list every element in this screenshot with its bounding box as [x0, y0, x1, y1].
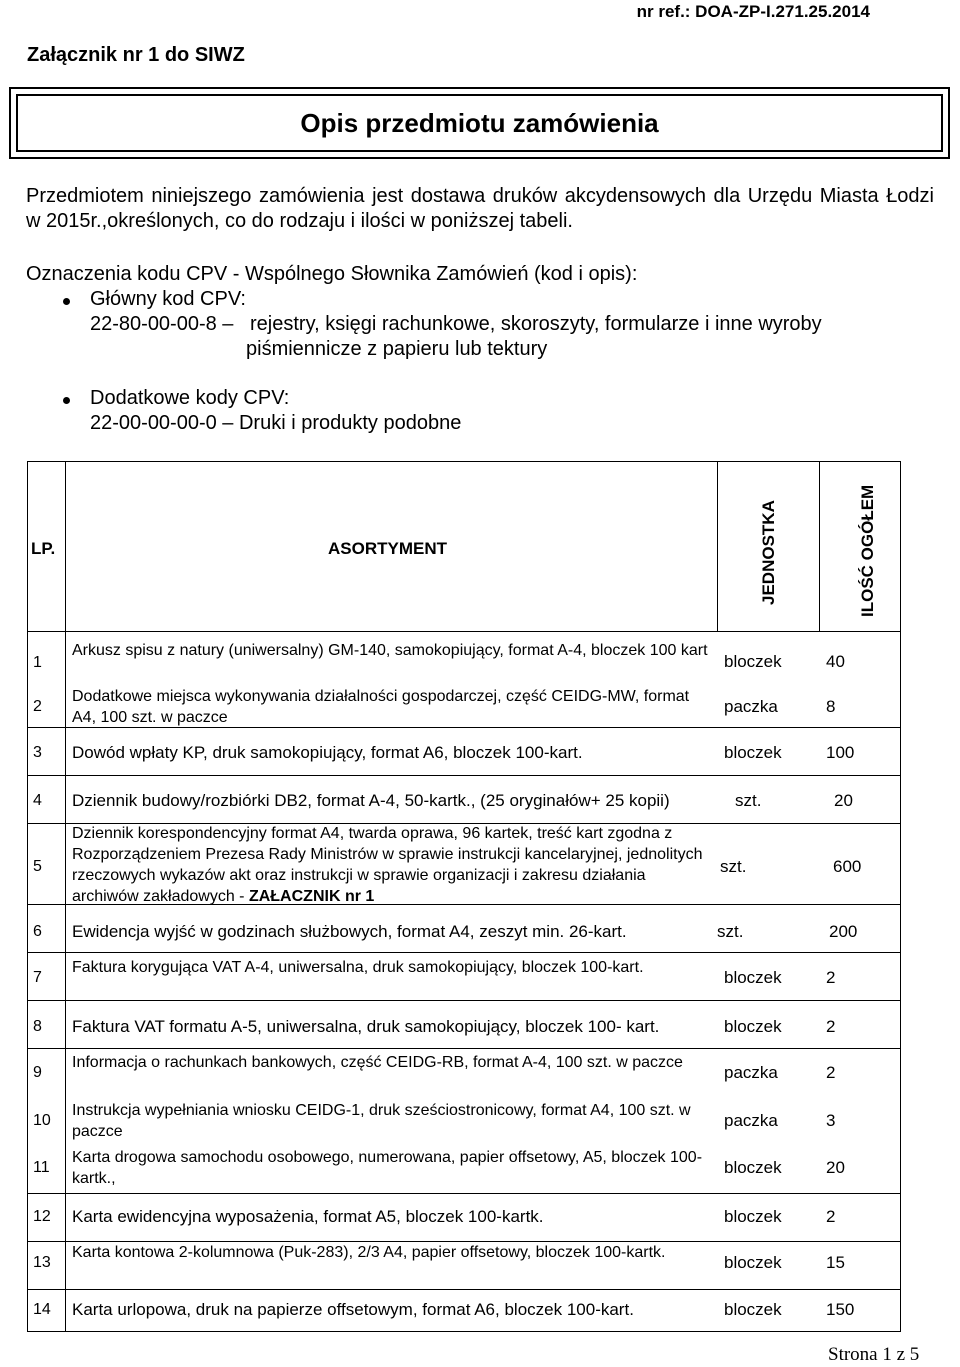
row-lp: 12: [33, 1208, 51, 1225]
row-description: Karta urlopowa, druk na papierze offsetowym, format A6, bloczek 100-kart.: [72, 1300, 634, 1319]
row-unit: bloczek: [724, 968, 782, 987]
row-description: Informacja o rachunkach bankowych, część CEIDG-RB, format A-4, 100 szt. w paczce: [72, 1054, 683, 1071]
row-description: [72, 823, 712, 907]
row-unit: szt.: [720, 857, 747, 876]
main-cpv-code: 22-80-00-00-8 –: [90, 313, 234, 335]
header-assortment: ASORTYMENT: [328, 539, 447, 558]
header-quantity: ILOŚĆ OGÓŁEM: [858, 484, 877, 617]
cpv-heading: Oznaczenia kodu CPV - Wspólnego Słownika Zamówień (kod i opis):: [26, 263, 638, 285]
main-cpv-label: Główny kod CPV:: [90, 288, 246, 310]
row-description: Karta drogowa samochodu osobowego, numerowana, papier offsetowy, A5, bloczek 100-kartk.,: [72, 1149, 703, 1187]
title-box: [9, 87, 950, 159]
row-description: Instrukcja wypełniania wniosku CEIDG-1, druk sześciostronicowy, format A4, 100 szt. w paczce: [72, 1102, 691, 1140]
row-lp: 8: [33, 1018, 42, 1035]
row-lp: 9: [33, 1064, 42, 1081]
row-description: Faktura korygująca VAT A-4, uniwersalna, druk samokopiujący, bloczek 100-kart.: [72, 959, 644, 976]
header-lp: LP.: [31, 539, 56, 558]
header-unit: JEDNOSTKA: [759, 500, 778, 605]
additional-cpv-code: 22-00-00-00-0 – Druki i produkty podobne: [90, 412, 462, 434]
row-lp: 7: [33, 969, 42, 986]
row-quantity: 150: [826, 1300, 855, 1319]
intro-paragraph: Przedmiotem niniejszego zamówienia jest dostawa druków akcydensowych dla Urzędu Miasta Łodzi w 2015r.,określonych, co do rodzaju i ilości w poniższej tabeli.: [26, 185, 934, 232]
row-description: Ewidencja wyjść w godzinach służbowych, format A4, zeszyt min. 26-kart.: [72, 922, 627, 941]
row-lp: 4: [33, 792, 42, 809]
row-quantity: 2: [826, 1017, 836, 1036]
row-description: Dodatkowe miejsca wykonywania działalności gospodarczej, część CEIDG-MW, format A4, 100 szt. w paczce: [72, 688, 690, 726]
additional-cpv-label: Dodatkowe kody CPV:: [90, 387, 290, 409]
row-unit: bloczek: [724, 1017, 782, 1036]
row-lp: 10: [33, 1112, 51, 1129]
row-quantity: 200: [829, 922, 858, 941]
row-lp: 13: [33, 1254, 51, 1271]
row-quantity: 600: [833, 857, 862, 876]
row-unit: bloczek: [724, 743, 782, 762]
row-lp: 6: [33, 923, 42, 940]
row-lp: 1: [33, 654, 42, 671]
row-quantity: 15: [826, 1253, 845, 1272]
main-cpv-description: rejestry, księgi rachunkowe, skoroszyty, formularze i inne wyroby: [250, 313, 822, 335]
row-unit: paczka: [724, 1063, 778, 1082]
bullet-icon: [63, 397, 70, 404]
row-unit: paczka: [724, 697, 778, 716]
row-unit: paczka: [724, 1111, 778, 1130]
row-unit: bloczek: [724, 1253, 782, 1272]
row-description: Arkusz spisu z natury (uniwersalny) GM-140, samokopiujący, format A-4, bloczek 100 kart: [72, 642, 708, 659]
row-unit: bloczek: [724, 652, 782, 671]
row-unit: bloczek: [724, 1300, 782, 1319]
row-description: Faktura VAT formatu A-5, uniwersalna, druk samokopiujący, bloczek 100- kart.: [72, 1017, 660, 1036]
row-description-text: Dziennik korespondencyjny format A4, twarda oprawa, 96 kartek, treść kart zgodna z Rozporządzeniem Prezesa Rady Ministrów w sprawie instrukcji kancelaryjnej, jednolitych rzeczowych wykazów akt oraz instrukcji w sprawie organizacji i zakresu działania archiwów zakładowych -: [72, 825, 703, 905]
assortment-table: [27, 461, 901, 1332]
row-lp: 5: [33, 858, 42, 875]
row-quantity: 8: [826, 697, 836, 716]
row-quantity: 2: [826, 1063, 836, 1082]
row-lp: 11: [33, 1159, 50, 1176]
row-quantity: 20: [834, 791, 853, 810]
annex-label: Załącznik nr 1 do SIWZ: [27, 44, 245, 66]
row-description-annex: ZAŁACZNIK nr 1: [248, 888, 375, 905]
row-quantity: 20: [826, 1158, 845, 1177]
row-lp: 2: [33, 698, 42, 715]
reference-number: nr ref.: DOA-ZP-I.271.25.2014: [636, 2, 870, 21]
row-quantity: 2: [826, 968, 836, 987]
row-unit: szt.: [735, 791, 762, 810]
page-title: Opis przedmiotu zamówienia: [16, 94, 943, 152]
row-description: Karta kontowa 2-kolumnowa (Puk-283), 2/3 A4, papier offsetowy, bloczek 100-kartk.: [72, 1244, 666, 1261]
row-quantity: 2: [826, 1207, 836, 1226]
row-unit: bloczek: [724, 1158, 782, 1177]
bullet-icon: [63, 298, 70, 305]
main-cpv-description-cont: piśmiennicze z papieru lub tektury: [246, 338, 548, 360]
row-unit: bloczek: [724, 1207, 782, 1226]
row-description: Dowód wpłaty KP, druk samokopiujący, format A6, bloczek 100-kart.: [72, 743, 583, 762]
page-number: Strona 1 z 5: [828, 1344, 920, 1365]
row-unit: szt.: [717, 922, 744, 941]
row-lp: 3: [33, 744, 42, 761]
row-lp: 14: [33, 1301, 51, 1318]
row-description: Dziennik budowy/rozbiórki DB2, format A-4, 50-kartk., (25 oryginałów+ 25 kopii): [72, 791, 670, 810]
row-description: Karta ewidencyjna wyposażenia, format A5, bloczek 100-kartk.: [72, 1207, 544, 1226]
row-quantity: 100: [826, 743, 855, 762]
row-quantity: 3: [826, 1111, 836, 1130]
row-quantity: 40: [826, 652, 845, 671]
